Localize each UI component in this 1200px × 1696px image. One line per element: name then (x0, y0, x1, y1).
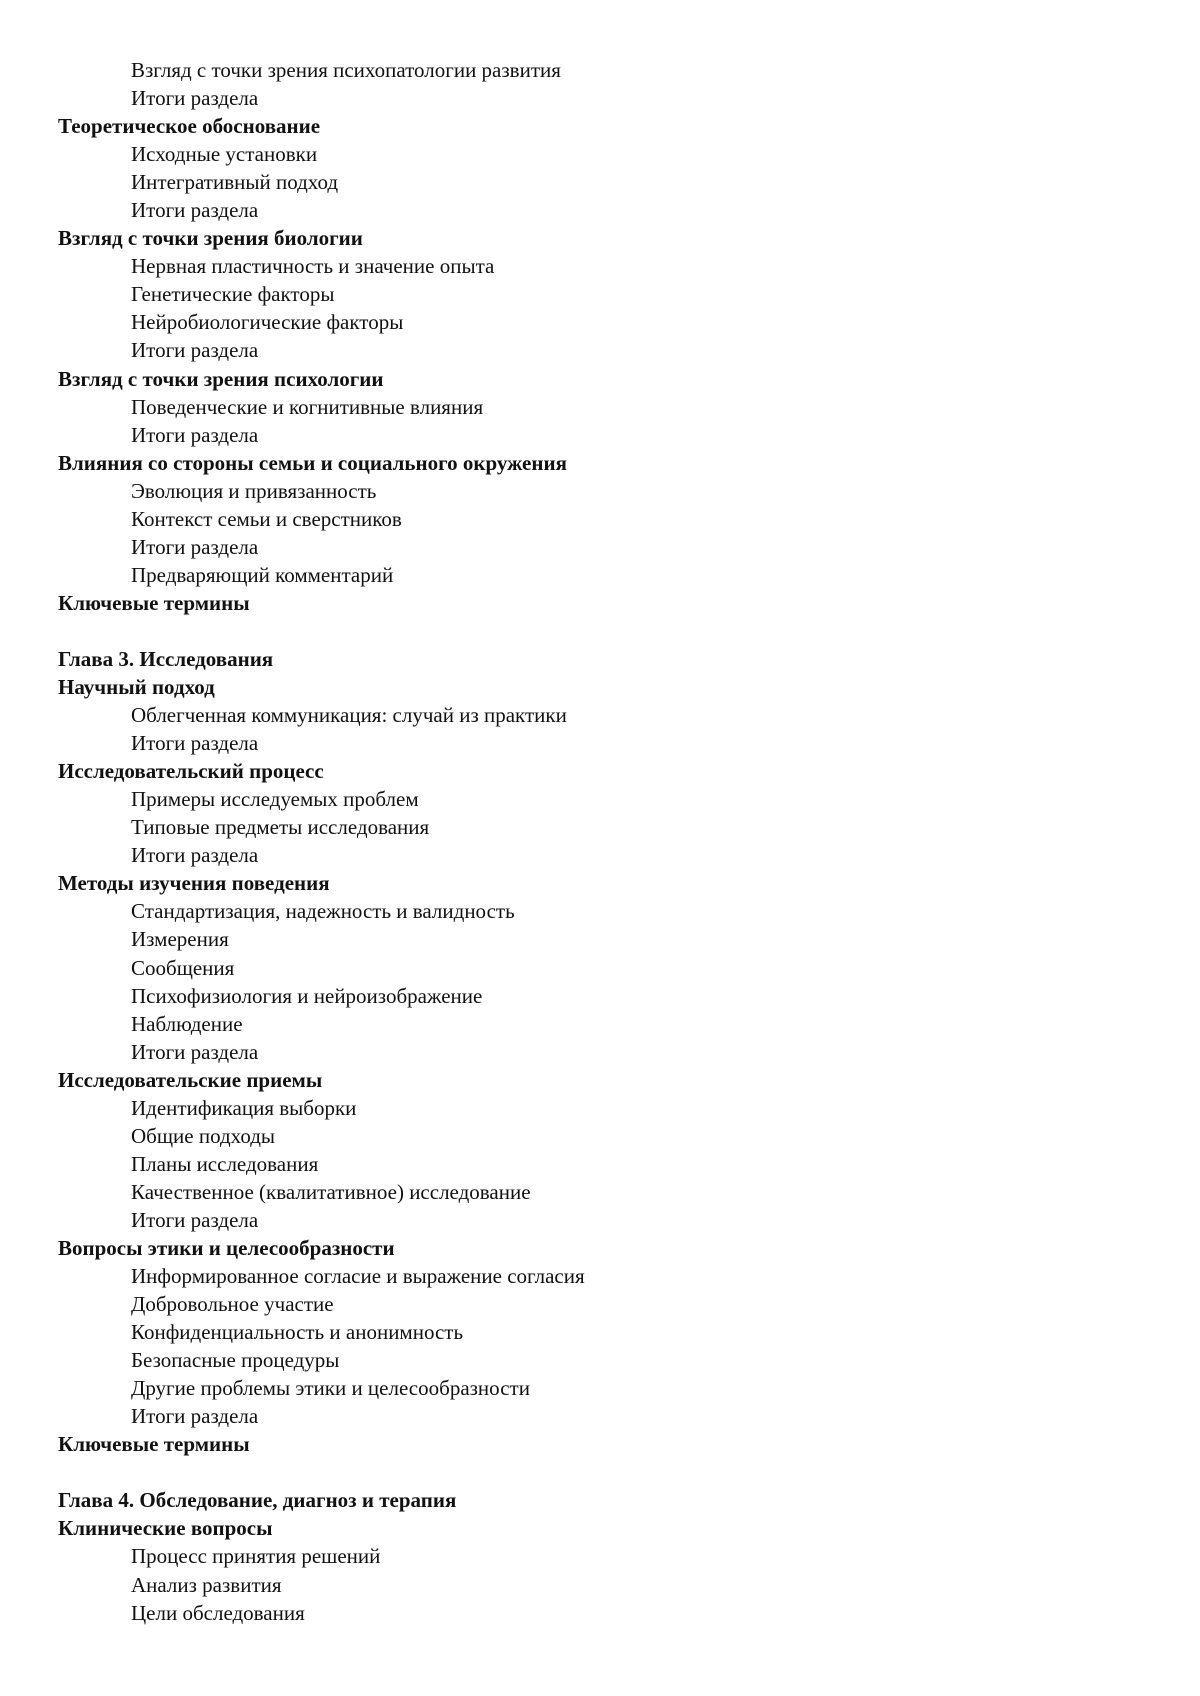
toc-spacer (0, 1458, 1200, 1486)
toc-subsection-item: Идентификация выборки (0, 1094, 1200, 1122)
toc-subsection-item: Итоги раздела (0, 1206, 1200, 1234)
toc-section-heading: Взгляд с точки зрения биологии (0, 224, 1200, 252)
toc-subsection-item: Процесс принятия решений (0, 1542, 1200, 1570)
toc-subsection-item: Безопасные процедуры (0, 1346, 1200, 1374)
toc-subsection-item: Стандартизация, надежность и валидность (0, 897, 1200, 925)
toc-subsection-item: Типовые предметы исследования (0, 813, 1200, 841)
toc-section-heading: Ключевые термины (0, 1430, 1200, 1458)
toc-subsection-item: Предваряющий комментарий (0, 561, 1200, 589)
toc-subsection-item: Конфиденциальность и анонимность (0, 1318, 1200, 1346)
toc-section-heading: Теоретическое обоснование (0, 112, 1200, 140)
toc-subsection-item: Планы исследования (0, 1150, 1200, 1178)
toc-subsection-item: Поведенческие и когнитивные влияния (0, 393, 1200, 421)
toc-subsection-item: Общие подходы (0, 1122, 1200, 1150)
toc-subsection-item: Примеры исследуемых проблем (0, 785, 1200, 813)
toc-section-heading: Ключевые термины (0, 589, 1200, 617)
toc-spacer (0, 617, 1200, 645)
toc-subsection-item: Эволюция и привязанность (0, 477, 1200, 505)
toc-subsection-item: Облегченная коммуникация: случай из практики (0, 701, 1200, 729)
toc-subsection-item: Нервная пластичность и значение опыта (0, 252, 1200, 280)
toc-subsection-item: Итоги раздела (0, 729, 1200, 757)
toc-subsection-item: Исходные установки (0, 140, 1200, 168)
toc-subsection-item: Качественное (квалитативное) исследование (0, 1178, 1200, 1206)
toc-subsection-item: Психофизиология и нейроизображение (0, 982, 1200, 1010)
toc-section-heading: Глава 4. Обследование, диагноз и терапия (0, 1486, 1200, 1514)
toc-subsection-item: Итоги раздела (0, 84, 1200, 112)
toc-subsection-item: Другие проблемы этики и целесообразности (0, 1374, 1200, 1402)
toc-subsection-item: Итоги раздела (0, 1402, 1200, 1430)
toc-subsection-item: Нейробиологические факторы (0, 308, 1200, 336)
toc-section-heading: Исследовательский процесс (0, 757, 1200, 785)
toc-section-heading: Клинические вопросы (0, 1514, 1200, 1542)
toc-subsection-item: Итоги раздела (0, 336, 1200, 364)
toc-section-heading: Вопросы этики и целесообразности (0, 1234, 1200, 1262)
toc-section-heading: Глава 3. Исследования (0, 645, 1200, 673)
toc-subsection-item: Итоги раздела (0, 196, 1200, 224)
toc-subsection-item: Анализ развития (0, 1571, 1200, 1599)
toc-subsection-item: Контекст семьи и сверстников (0, 505, 1200, 533)
toc-section-heading: Методы изучения поведения (0, 869, 1200, 897)
toc-subsection-item: Итоги раздела (0, 1038, 1200, 1066)
toc-subsection-item: Взгляд с точки зрения психопатологии развития (0, 56, 1200, 84)
toc-subsection-item: Генетические факторы (0, 280, 1200, 308)
toc-section-heading: Исследовательские приемы (0, 1066, 1200, 1094)
toc-section-heading: Взгляд с точки зрения психологии (0, 365, 1200, 393)
toc-subsection-item: Добровольное участие (0, 1290, 1200, 1318)
toc-subsection-item: Наблюдение (0, 1010, 1200, 1038)
toc-subsection-item: Цели обследования (0, 1599, 1200, 1627)
toc-subsection-item: Итоги раздела (0, 841, 1200, 869)
toc-subsection-item: Интегративный подход (0, 168, 1200, 196)
toc-subsection-item: Итоги раздела (0, 533, 1200, 561)
toc-subsection-item: Итоги раздела (0, 421, 1200, 449)
toc-subsection-item: Информированное согласие и выражение согласия (0, 1262, 1200, 1290)
toc-page (0, 0, 1200, 1696)
toc-section-heading: Научный подход (0, 673, 1200, 701)
toc-subsection-item: Измерения (0, 925, 1200, 953)
toc-list (0, 56, 1200, 1627)
toc-section-heading: Влияния со стороны семьи и социального окружения (0, 449, 1200, 477)
toc-subsection-item: Сообщения (0, 954, 1200, 982)
